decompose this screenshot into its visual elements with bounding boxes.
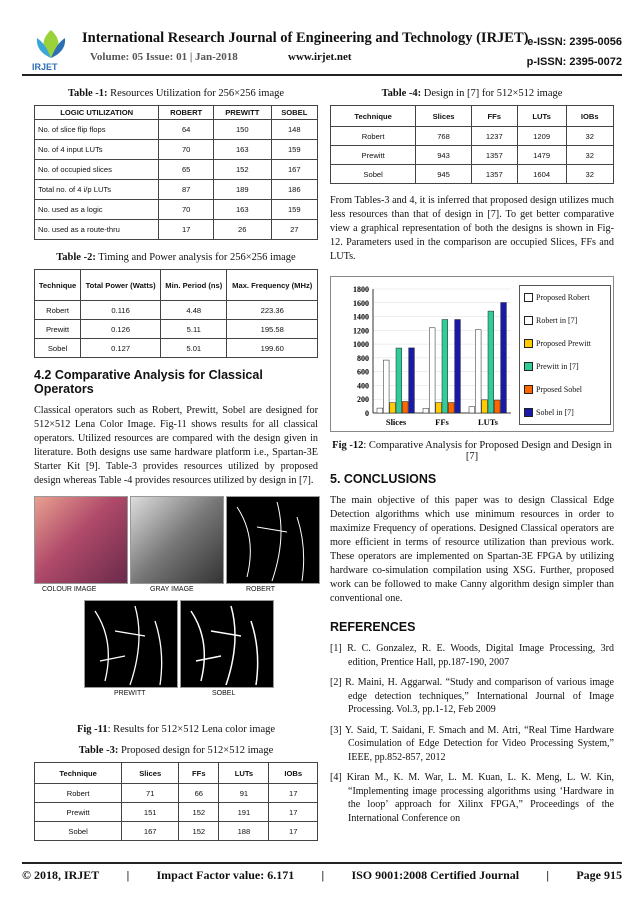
table-header: Total Power (Watts) xyxy=(81,270,161,301)
page-number: Page 915 xyxy=(576,868,622,882)
footer-separator: | xyxy=(321,868,325,882)
figure-label: GRAY IMAGE xyxy=(150,586,194,593)
section-body: Classical operators such as Robert, Prewitt, Sobel are designed for 512×512 Lena Color Image. Fig-11 shows results for all classical operators. Utilized resources are compared with the design given in literature. Both designs use same hardware platform i.e., Spartan-3E Starter Kit [9]. Table-3 provides resources utilized by proposed design whereas Table -4 provides resources utilized by design in [7]. xyxy=(34,405,318,486)
page-footer xyxy=(22,868,622,883)
journal-title: International Research Journal of Engineering and Technology (IRJET) xyxy=(82,30,529,46)
table-header: Technique xyxy=(35,270,81,301)
x-tick-label: Slices xyxy=(385,417,407,427)
left-column xyxy=(34,84,318,841)
table-row: Total no. of 4 i/p LUTs 87 189 186 xyxy=(35,180,318,200)
bar xyxy=(448,403,454,413)
gray-image xyxy=(130,496,224,584)
table-row: No. used as a logic 70 163 159 xyxy=(35,200,318,220)
table-row: No. used as a route-thru 17 26 27 xyxy=(35,220,318,240)
table-row: Robert 0.116 4.48 223.36 xyxy=(35,301,318,320)
bar xyxy=(377,408,383,413)
bar xyxy=(494,400,500,413)
bar xyxy=(488,311,494,413)
bar-chart xyxy=(331,277,517,431)
reference-item: [1] R. C. Gonzalez, R. E. Woods, Digital Image Processing, 3rd edition, Prentice Hall, pp.187-190, 2007 xyxy=(330,643,614,668)
footer-separator: | xyxy=(126,868,130,882)
table-header: IOBs xyxy=(269,763,318,784)
legend-item: Proposed Prewitt xyxy=(520,332,610,355)
table-row: No. of slice flip flops 64 150 148 xyxy=(35,120,318,140)
y-tick-label: 0 xyxy=(365,409,369,418)
table-row: Sobel 0.127 5.01 199.60 xyxy=(35,339,318,358)
header-rule xyxy=(22,74,622,76)
figure11-images xyxy=(34,496,318,724)
table1-resources xyxy=(34,105,318,240)
journal-website: www.irjet.net xyxy=(288,51,352,63)
table-header: PREWITT xyxy=(213,106,271,120)
table-header: Max. Frequency (MHz) xyxy=(227,270,318,301)
reference-item: [2] R. Maini, H. Aggarwal. “Study and comparison of various image edge detection techniques,” International Journal of Image Processing. Vol.3, pp.1-12, Feb 2009 xyxy=(330,677,614,715)
legend-swatch xyxy=(524,316,533,325)
bar xyxy=(390,403,396,413)
table-header: LUTs xyxy=(517,106,566,127)
y-tick-label: 400 xyxy=(357,381,369,391)
table-header: Min. Period (ns) xyxy=(161,270,227,301)
legend-item: Prposed Sobel xyxy=(520,378,610,401)
bar xyxy=(475,330,481,413)
legend-item: Sobel in [7] xyxy=(520,401,610,424)
legend-swatch xyxy=(524,293,533,302)
bar xyxy=(455,320,461,413)
table-row: Sobel 945 1357 1604 32 xyxy=(331,165,614,184)
table-header: SOBEL xyxy=(271,106,317,120)
volume-issue: Volume: 05 Issue: 01 | Jan-2018 xyxy=(90,51,238,63)
table-header: Slices xyxy=(122,763,179,784)
table3-caption: Table -3: Proposed design for 512×512 image xyxy=(78,745,274,756)
table-header: LOGIC UTILIZATION xyxy=(35,106,159,120)
footer-rule xyxy=(22,862,622,864)
y-tick-label: 1600 xyxy=(353,298,369,308)
table-row: Prewitt 943 1357 1479 32 xyxy=(331,146,614,165)
y-tick-label: 1800 xyxy=(353,285,369,294)
bar xyxy=(436,403,442,413)
y-tick-label: 600 xyxy=(357,367,369,377)
legend-item: Robert in [7] xyxy=(520,309,610,332)
sobel-image xyxy=(180,600,274,688)
table-header: FFs xyxy=(179,763,219,784)
table-row: No. of 4 input LUTs 70 163 159 xyxy=(35,140,318,160)
y-tick-label: 1400 xyxy=(353,312,369,322)
bar xyxy=(442,320,448,413)
table3-proposed-design xyxy=(34,762,318,841)
bar xyxy=(469,407,475,413)
figure12-chart xyxy=(330,276,614,432)
table2-timing-power xyxy=(34,269,318,358)
impact-factor: Impact Factor value: 6.171 xyxy=(156,868,295,882)
y-tick-label: 200 xyxy=(357,395,369,405)
robert-image xyxy=(226,496,320,584)
irjet-logo xyxy=(32,28,70,74)
figure-label: PREWITT xyxy=(114,690,146,697)
y-tick-label: 1000 xyxy=(353,340,369,350)
section-heading: REFERENCES xyxy=(330,620,416,634)
bar xyxy=(396,348,402,413)
bar xyxy=(402,401,408,413)
colour-image xyxy=(34,496,128,584)
chart-legend xyxy=(519,285,611,425)
figure11-caption: Fig -11: Results for 512×512 Lena color image xyxy=(76,724,276,735)
bar xyxy=(501,303,507,413)
figure-label: SOBEL xyxy=(212,690,236,697)
right-column xyxy=(330,84,614,832)
bar xyxy=(383,360,389,413)
reference-item: [4] Kiran M., K. M. War, L. M. Kuan, L. K. Meng, L. W. Kin, “Implementing image processing algorithms using ‘Hardware in the loop’ approach for Xilinx FPGA,” Proceedings of the International Conference on xyxy=(330,772,614,824)
table-row: Prewitt 151 152 191 17 xyxy=(35,803,318,822)
iso-certification: ISO 9001:2008 Certified Journal xyxy=(351,868,520,882)
table4-caption: Table -4: Design in [7] for 512×512 image xyxy=(381,88,563,99)
table2-caption: Table -2: Timing and Power analysis for 256×256 image xyxy=(56,252,296,263)
bar xyxy=(409,348,415,413)
table-header: Technique xyxy=(35,763,122,784)
legend-swatch xyxy=(524,339,533,348)
bar xyxy=(423,408,429,413)
page-header xyxy=(0,0,638,76)
reference-item: [3] Y. Said, T. Saidani, F. Smach and M. Atri, “Real Time Hardware Cosimulation of Edge Detection for Video Processing System,” IEEE, pp.852-857, 2012 xyxy=(330,724,614,763)
legend-item: Proposed Robert xyxy=(520,286,610,309)
table-header: LUTs xyxy=(219,763,269,784)
section-heading: 5. CONCLUSIONS xyxy=(330,472,437,486)
section-heading: 4.2 Comparative Analysis for Classical Operators xyxy=(34,368,263,396)
p-issn: p-ISSN: 2395-0072 xyxy=(526,56,622,68)
table-row: No. of occupied slices 65 152 167 xyxy=(35,160,318,180)
table-row: Robert 71 66 91 17 xyxy=(35,784,318,803)
legend-swatch xyxy=(524,362,533,371)
table4-design-7 xyxy=(330,105,614,184)
x-tick-label: LUTs xyxy=(477,417,499,427)
y-tick-label: 800 xyxy=(357,353,369,363)
figure12-caption: Fig -12: Comparative Analysis for Proposed Design and Design in [7] xyxy=(332,440,612,462)
table-header: ROBERT xyxy=(159,106,214,120)
reference-list xyxy=(330,642,614,825)
legend-item: Prewitt in [7] xyxy=(520,355,610,378)
bar xyxy=(482,400,488,413)
copyright: © 2018, IRJET xyxy=(22,868,100,882)
table-header: IOBs xyxy=(566,106,614,127)
table-row: Prewitt 0.126 5.11 195.58 xyxy=(35,320,318,339)
prewitt-image xyxy=(84,600,178,688)
table1-caption: Table -1: Resources Utilization for 256×256 image xyxy=(67,88,285,99)
table-header: FFs xyxy=(471,106,517,127)
conclusions-body: The main objective of this paper was to design Classical Edge Detection algorithms which use minimum resources in order to maximize Frequency of operations. Designed Classical operators are more efficient in terms of resource utilization than previous work. These operators are implemented on Spartan-3E FPGA by utilizing hardware co-simulation compilation using XSG. Further, proposed work can be followed to make Canny algorithm design simpler than conventional one. xyxy=(330,495,614,604)
table-header: Slices xyxy=(416,106,472,127)
table-header: Technique xyxy=(331,106,416,127)
bar xyxy=(429,328,435,413)
logo-text: IRJET xyxy=(32,62,58,72)
table-row: Robert 768 1237 1209 32 xyxy=(331,127,614,146)
legend-swatch xyxy=(524,408,533,417)
x-tick-label: FFs xyxy=(435,417,449,427)
footer-separator: | xyxy=(546,868,550,882)
table-row: Sobel 167 152 188 17 xyxy=(35,822,318,841)
legend-swatch xyxy=(524,385,533,394)
y-tick-label: 1200 xyxy=(353,326,369,336)
figure-label: COLOUR IMAGE xyxy=(42,586,97,593)
e-issn: e-ISSN: 2395-0056 xyxy=(527,36,622,48)
figure-label: ROBERT xyxy=(246,586,276,593)
comparison-paragraph: From Tables-3 and 4, it is inferred that proposed design utilizes much less resources than that of design in [7]. To get better comparative view a graphical representation of both the designs is shown in Fig- 12. Parameters used in the comparison are occupied Slices, FFs and LUTs. xyxy=(330,195,614,262)
